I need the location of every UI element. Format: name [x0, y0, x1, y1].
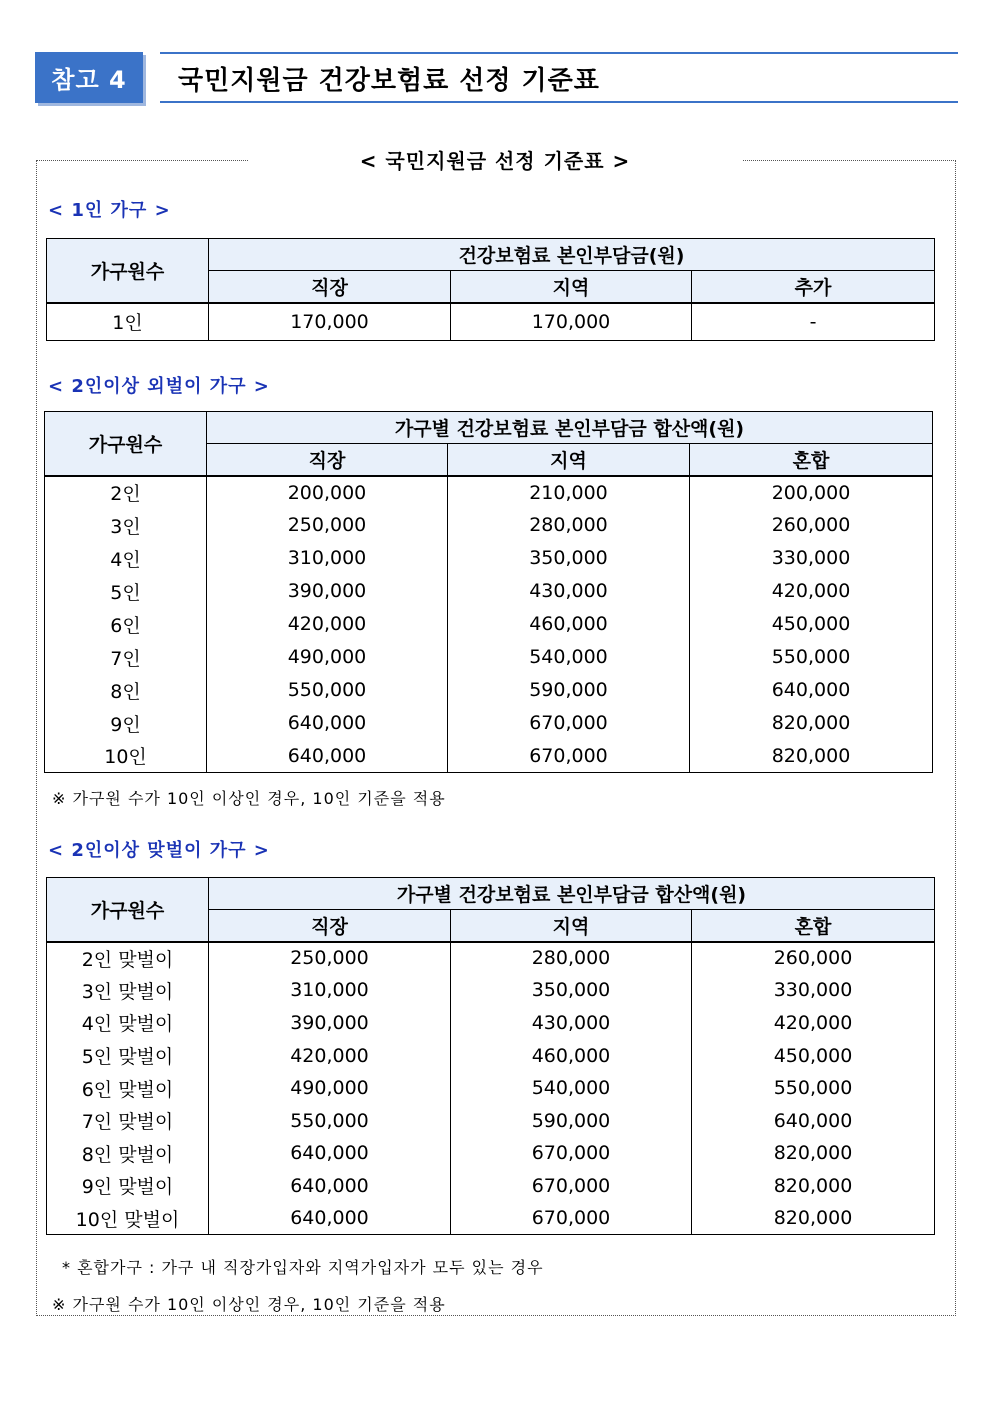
cell: 820,000 [692, 1137, 935, 1170]
cell: 420,000 [207, 608, 448, 641]
table-row [47, 1170, 935, 1203]
table-row [47, 942, 935, 975]
column-header: 직장 [209, 271, 451, 303]
cell: 590,000 [451, 1104, 692, 1137]
cell: - [692, 303, 935, 341]
column-header: 지역 [448, 444, 690, 476]
cell: 460,000 [448, 608, 690, 641]
cell: 1인 [47, 303, 209, 341]
table-row [47, 1072, 935, 1105]
cell: 670,000 [451, 1137, 692, 1170]
cell: 820,000 [690, 707, 933, 740]
cell: 640,000 [209, 1137, 451, 1170]
cell: 3인 [45, 509, 207, 542]
cell: 450,000 [690, 608, 933, 641]
table-row [45, 641, 933, 674]
cell: 6인 맞벌이 [47, 1072, 209, 1105]
table-row [45, 509, 933, 542]
table-row [47, 974, 935, 1007]
cell: 6인 [45, 608, 207, 641]
cell: 4인 맞벌이 [47, 1007, 209, 1040]
table-row [45, 707, 933, 740]
cell: 670,000 [451, 1202, 692, 1235]
cell: 4인 [45, 542, 207, 575]
cell: 9인 맞벌이 [47, 1170, 209, 1203]
cell: 260,000 [690, 509, 933, 542]
reference-badge: 참고 4 [35, 52, 143, 103]
cell: 280,000 [451, 942, 692, 975]
cell: 2인 맞벌이 [47, 942, 209, 975]
cell: 200,000 [690, 476, 933, 509]
cell: 170,000 [451, 303, 692, 341]
cell: 670,000 [448, 707, 690, 740]
cell: 420,000 [209, 1039, 451, 1072]
cell: 640,000 [690, 674, 933, 707]
note-ten-plus-dual: ※ 가구원 수가 10인 이상인 경우, 10인 기준을 적용 [52, 1295, 446, 1314]
cell: 390,000 [209, 1007, 451, 1040]
cell: 590,000 [448, 674, 690, 707]
cell: 8인 [45, 674, 207, 707]
section-label-single: < 1인 가구 > [48, 200, 171, 221]
cell: 310,000 [209, 974, 451, 1007]
note-mixed-household: * 혼합가구 : 가구 내 직장가입자와 지역가입자가 모두 있는 경우 [62, 1258, 544, 1277]
cell: 670,000 [451, 1170, 692, 1203]
cell: 350,000 [451, 974, 692, 1007]
cell: 330,000 [690, 542, 933, 575]
cell: 490,000 [207, 641, 448, 674]
cell: 820,000 [692, 1170, 935, 1203]
table-row [47, 1137, 935, 1170]
table-row [47, 303, 935, 341]
cell: 640,000 [207, 707, 448, 740]
column-header: 혼합 [692, 910, 935, 942]
column-header: 직장 [209, 910, 451, 942]
title-rule-bottom [160, 101, 958, 103]
column-header: 직장 [207, 444, 448, 476]
row-header: 가구원수 [45, 412, 207, 476]
box-title: < 국민지원금 선정 기준표 > [248, 146, 742, 176]
cell: 8인 맞벌이 [47, 1137, 209, 1170]
group-header: 가구별 건강보험료 본인부담금 합산액(원) [209, 878, 935, 910]
cell: 280,000 [448, 509, 690, 542]
cell: 170,000 [209, 303, 451, 341]
table-row [45, 476, 933, 509]
group-header: 가구별 건강보험료 본인부담금 합산액(원) [207, 412, 933, 444]
cell: 460,000 [451, 1039, 692, 1072]
cell: 260,000 [692, 942, 935, 975]
cell: 640,000 [207, 740, 448, 773]
cell: 10인 맞벌이 [47, 1202, 209, 1235]
cell: 550,000 [692, 1072, 935, 1105]
column-header: 지역 [451, 910, 692, 942]
group-header: 건강보험료 본인부담금(원) [209, 239, 935, 271]
table-row [45, 608, 933, 641]
cell: 540,000 [448, 641, 690, 674]
table-row [47, 1202, 935, 1235]
cell: 420,000 [692, 1007, 935, 1040]
table-row [47, 1007, 935, 1040]
table-row [45, 575, 933, 608]
table-single-earner [44, 411, 933, 773]
cell: 640,000 [209, 1170, 451, 1203]
table-row [45, 740, 933, 773]
cell: 7인 [45, 641, 207, 674]
row-header: 가구원수 [47, 239, 209, 303]
cell: 10인 [45, 740, 207, 773]
section-label-single-earner: < 2인이상 외벌이 가구 > [48, 376, 270, 397]
cell: 5인 [45, 575, 207, 608]
cell: 640,000 [209, 1202, 451, 1235]
cell: 540,000 [451, 1072, 692, 1105]
cell: 550,000 [209, 1104, 451, 1137]
section-label-dual-earner: < 2인이상 맞벌이 가구 > [48, 840, 270, 861]
cell: 550,000 [690, 641, 933, 674]
table-row [47, 1104, 935, 1137]
cell: 2인 [45, 476, 207, 509]
cell: 820,000 [690, 740, 933, 773]
table-row [45, 542, 933, 575]
cell: 250,000 [207, 509, 448, 542]
cell: 210,000 [448, 476, 690, 509]
cell: 350,000 [448, 542, 690, 575]
table-row [47, 1039, 935, 1072]
table-single [46, 238, 935, 341]
cell: 670,000 [448, 740, 690, 773]
cell: 390,000 [207, 575, 448, 608]
note-ten-plus: ※ 가구원 수가 10인 이상인 경우, 10인 기준을 적용 [52, 789, 446, 808]
cell: 310,000 [207, 542, 448, 575]
row-header: 가구원수 [47, 878, 209, 942]
table-dual-earner [46, 877, 935, 1235]
cell: 640,000 [692, 1104, 935, 1137]
cell: 7인 맞벌이 [47, 1104, 209, 1137]
cell: 5인 맞벌이 [47, 1039, 209, 1072]
cell: 430,000 [448, 575, 690, 608]
cell: 250,000 [209, 942, 451, 975]
column-header: 추가 [692, 271, 935, 303]
title-rule-top [160, 52, 958, 54]
cell: 420,000 [690, 575, 933, 608]
table-row [45, 674, 933, 707]
cell: 3인 맞벌이 [47, 974, 209, 1007]
cell: 330,000 [692, 974, 935, 1007]
cell: 9인 [45, 707, 207, 740]
column-header: 지역 [451, 271, 692, 303]
cell: 200,000 [207, 476, 448, 509]
cell: 550,000 [207, 674, 448, 707]
column-header: 혼합 [690, 444, 933, 476]
cell: 430,000 [451, 1007, 692, 1040]
cell: 820,000 [692, 1202, 935, 1235]
page-title: 국민지원금 건강보험료 선정 기준표 [178, 65, 600, 96]
cell: 450,000 [692, 1039, 935, 1072]
cell: 490,000 [209, 1072, 451, 1105]
